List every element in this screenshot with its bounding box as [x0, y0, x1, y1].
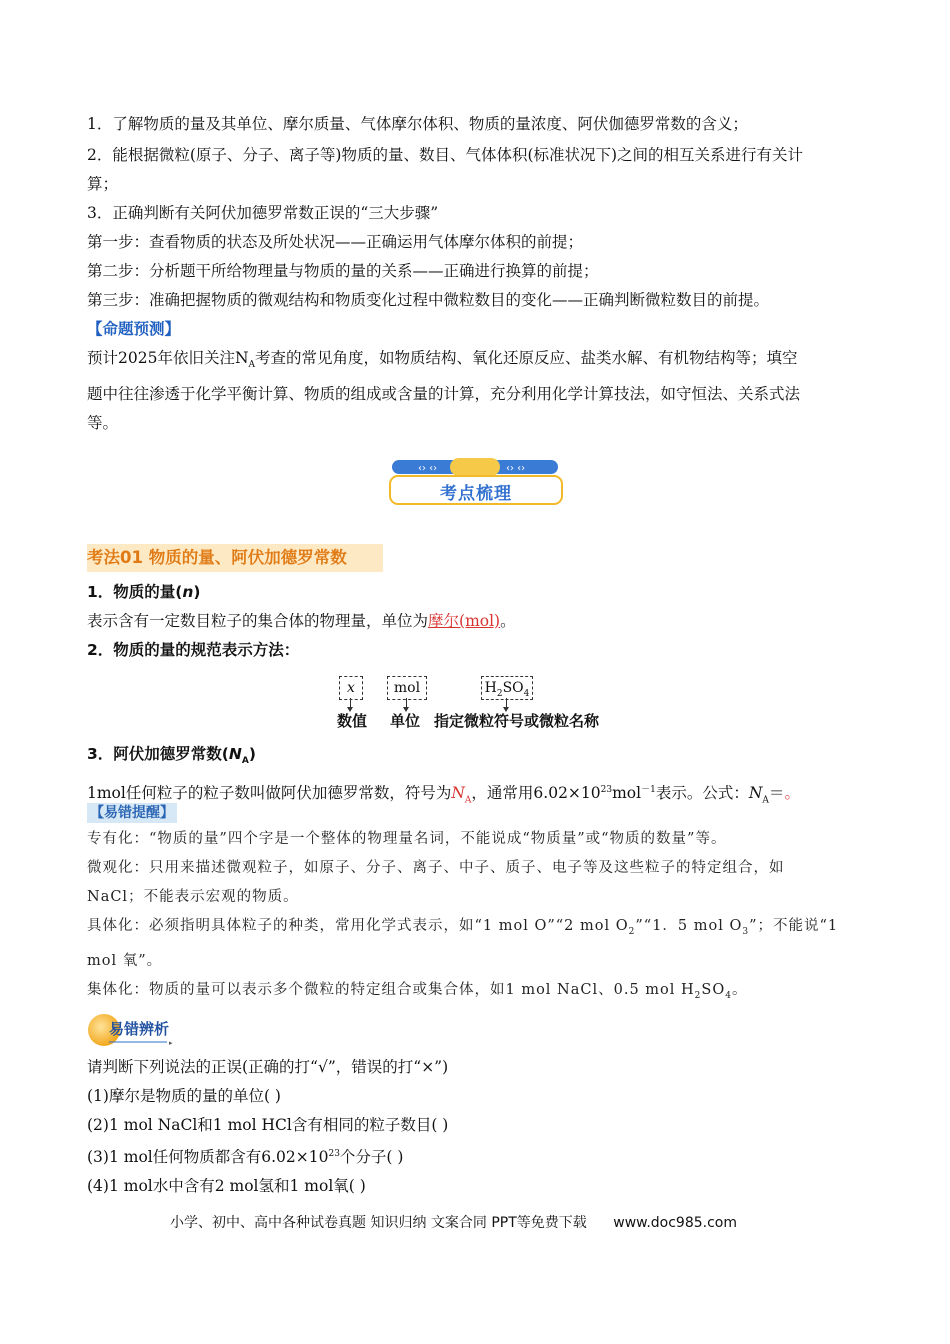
section-title: 考法01 物质的量、阿伏加德罗常数: [87, 544, 383, 572]
objective-2: 2．能根据微粒(原子、分子、离子等)物质的量、数目、气体体积(标准状况下)之间的相互关系进行有关计: [87, 146, 804, 164]
svg-text:‹› ‹›: ‹› ‹›: [418, 463, 438, 474]
unit-label: 单位: [390, 712, 421, 730]
section-banner: [388, 458, 564, 506]
footer-link[interactable]: www.doc985.com: [613, 1215, 737, 1231]
notation-diagram: [335, 672, 625, 734]
quiz-item: (2)1 mol NaCl和1 mol HCl含有相同的粒子数目( ): [87, 1116, 449, 1134]
warning-block: [87, 802, 877, 1011]
svg-text:‹› ‹›: ‹› ‹›: [506, 463, 526, 474]
warning-tag: 【易错提醒】: [87, 803, 177, 823]
topic-3-body: 1mol任何粒子的粒子数叫做阿伏加德罗常数，符号为$N_A$，通常用$6.02\times 10^{23}mol^{-1}$表示。公式：$N_A=$。: [87, 784, 800, 806]
objectives: [87, 110, 867, 438]
topic-1-body: 表示含有一定数目粒子的集合体的物理量，单位为摩尔(mol)。: [87, 612, 516, 630]
step-3: 第三步：准确把握物质的微观结构和物质变化过程中微粒数目的变化——正确判断微粒数目的前提。: [87, 291, 770, 309]
quiz-item: (1)摩尔是物质的量的单位( ): [87, 1087, 281, 1105]
prediction-line-1: 预计2025年依旧关注$N_A$考查的常见角度，如物质结构、氧化还原反应、盐类水解、有机物结构等；填空: [87, 349, 798, 371]
objective-1: 1．了解物质的量及其单位、摩尔质量、气体摩尔体积、物质的量浓度、阿伏伽德罗常数的含义；: [87, 115, 748, 133]
topic-1-heading: 1．物质的量(n): [87, 583, 201, 601]
value-box: x: [339, 676, 363, 700]
warning-4: 集体化：物质的量可以表示多个微粒的特定组合或集合体，如1 mol NaCl、0.5 mol $H_2SO_4$。: [87, 981, 748, 1001]
arrow-icon: [350, 698, 351, 708]
arrow-icon: [406, 698, 407, 708]
pitfall-badge: [87, 1013, 179, 1047]
quiz-item: (3)1 mol任何物质都含有$6.02\times 10^{23}$个分子( ): [87, 1148, 404, 1167]
prediction-line-3: 等。: [87, 414, 119, 433]
warning-3-cont: mol 氧”。: [87, 952, 163, 969]
topic-1: [87, 578, 877, 665]
warning-2: 微观化：只用来描述微观粒子，如原子、分子、离子、中子、质子、电子等及这些粒子的特定组合，如: [87, 860, 785, 876]
arrow-icon: [506, 698, 507, 708]
prediction-line-2: 题中往往渗透于化学平衡计算、物质的组成或含量的计算，充分利用化学计算技法，如守恒法、关系式法: [87, 385, 801, 404]
footer-text: 小学、初中、高中各种试卷真题 知识归纳 文案合同 PPT等免费下载: [170, 1215, 587, 1231]
topic-3-heading: 3．阿伏加德罗常数$(N_A)$: [87, 745, 256, 767]
step-1: 第一步：查看物质的状态及所处状况——正确运用气体摩尔体积的前提；: [87, 233, 584, 251]
warning-3: 具体化：必须指明具体粒子的种类，常用化学式表示，如“1 mol O”“2 mol $O_2”“1$．5 mol $O_3$”；不能说“1: [87, 918, 839, 937]
quiz-item: (4)1 mol水中含有2 mol氢和1 mol氧( ): [87, 1177, 366, 1196]
quiz: [87, 1053, 877, 1201]
particle-box: $H_2SO_4$: [481, 676, 533, 700]
badge-label: 易错辨析: [109, 1020, 170, 1038]
unit-box: mol: [387, 676, 427, 700]
banner-label: 考点梳理: [440, 484, 512, 504]
warning-2-cont: NaCl；不能表示宏观的物质。: [87, 889, 299, 905]
objective-3: 3．正确判断有关阿伏加德罗常数正误的“三大步骤”: [87, 204, 439, 222]
prediction-tag: 【命题预测】: [87, 320, 181, 338]
value-label: 数值: [337, 712, 368, 730]
warning-1: 专有化：“物质的量”四个字是一个整体的物理量名词，不能说成“物质量”或“物质的数量”等。: [87, 831, 727, 847]
page-footer: [170, 1212, 810, 1232]
step-2: 第二步：分析题干所给物理量与物质的量的关系——正确进行换算的前提；: [87, 262, 599, 280]
quiz-intro: 请判断下列说法的正误(正确的打“√”，错误的打“×”): [87, 1058, 449, 1076]
svg-text:▸: ▸: [169, 1039, 173, 1047]
particle-label: 指定微粒符号或微粒名称: [434, 712, 600, 730]
objective-2-cont: 算；: [87, 175, 119, 193]
topic-2-heading: 2．物质的量的规范表示方法：: [87, 641, 300, 659]
